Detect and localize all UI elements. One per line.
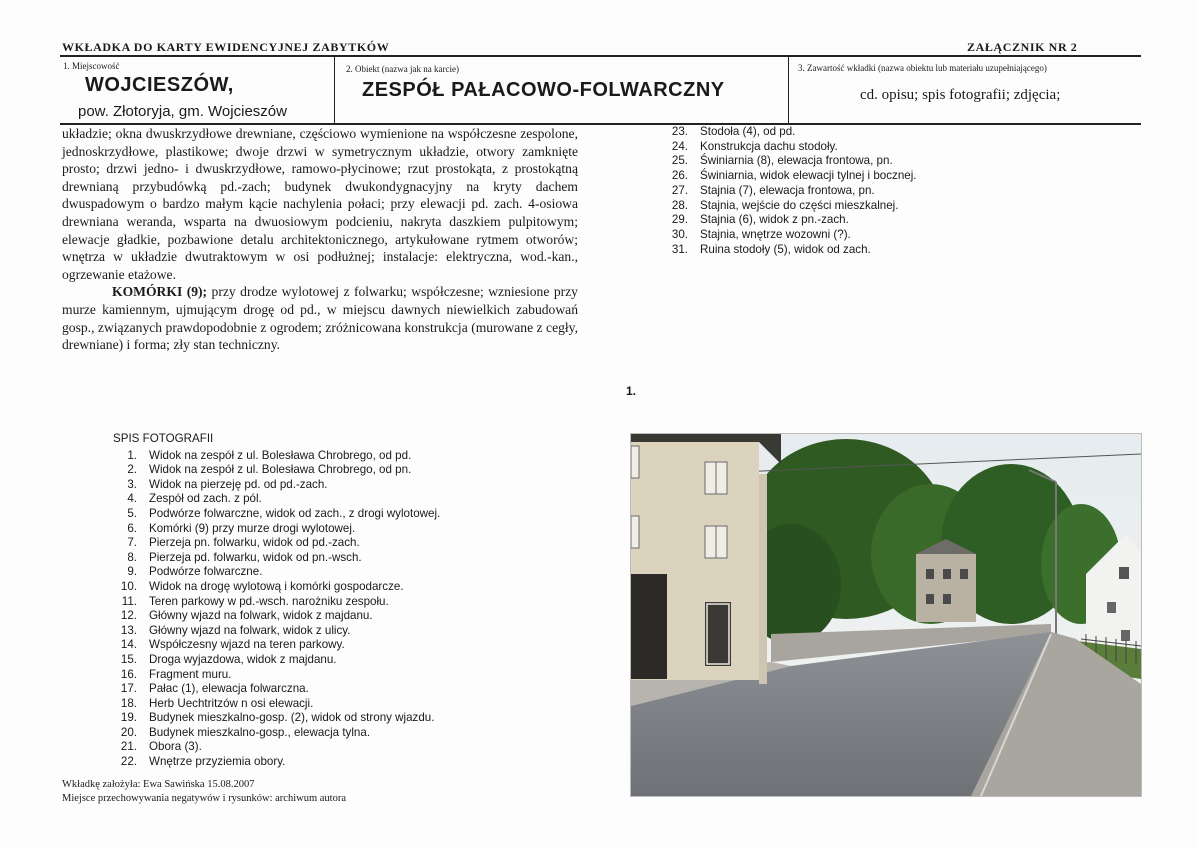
- list-item-text: Współczesny wjazd na teren parkowy.: [149, 638, 345, 652]
- list-item-text: Fragment muru.: [149, 667, 232, 681]
- list-item-text: Herb Uechtritzów n osi elewacji.: [149, 696, 314, 710]
- list-item: [113, 682, 440, 697]
- description-para-1: układzie; okna dwuskrzydłowe drewniane, częściowo wymienione na współczesne zespolone, jednoskrzydłowe, plastikowe; dwoje drzwi w symetrycznym układzie, otwory zamknięte prosto; drzwi jedno- i dwuskrzydłowe, ramowo-płycinowe; rzut prostokąta, z prostokątną drewnianą przybudówką pd.-zach; budynek dwukondygnacyjny na kryty dachem dwuspadowym o bardzo małym kącie nachylenia połaci; przy elewacji pd. zach. 4-osiowa drewniana weranda, wsparta na dwuosiowym podcieniu, nakryta daszkiem pulpitowym; elewacje gładkie, pozbawione detalu architektonicznego, artykułowane rytmem otworów; wnętrza w układzie dwutraktowym w osi podłużnej; instalacje: elektryczna, wod.-kan., ogrzewanie etażowe.: [62, 126, 578, 282]
- list-item: [113, 609, 440, 624]
- header-divider-1: [334, 56, 335, 123]
- list-item: [113, 624, 440, 639]
- list-item: [113, 492, 440, 507]
- description-para-2: [62, 283, 578, 353]
- list-item-number: 14.: [120, 638, 137, 652]
- list-item: [664, 154, 917, 169]
- list-item-number: 1.: [127, 448, 137, 462]
- list-item-number: 30.: [671, 227, 688, 241]
- list-item: [113, 638, 440, 653]
- author-note: Wkładkę założyła: Ewa Sawińska 15.08.2007: [62, 779, 255, 790]
- list-item-number: 19.: [120, 711, 137, 725]
- list-item: [113, 668, 440, 683]
- document-title: WKŁADKA DO KARTY EWIDENCYJNEJ ZABYTKÓW: [62, 40, 390, 54]
- content-label: 3. Zawartość wkładki (nazwa obiektu lub materiału uzupełniającego): [798, 63, 1047, 73]
- list-item: [664, 199, 917, 214]
- list-item: [113, 507, 440, 522]
- list-item-text: Konstrukcja dachu stodoły.: [700, 139, 838, 153]
- list-item-number: 21.: [120, 740, 137, 754]
- list-item: [664, 228, 917, 243]
- list-item-text: Stajnia (6), widok z pn.-zach.: [700, 213, 849, 227]
- list-item-number: 16.: [120, 667, 137, 681]
- list-item-text: Widok na zespół z ul. Bolesława Chrobrego, od pn.: [149, 463, 412, 477]
- list-item-number: 13.: [120, 623, 137, 637]
- list-item-text: Wnętrze przyziemia obory.: [149, 755, 286, 769]
- list-item-text: Świniarnia, widok elewacji tylnej i bocznej.: [700, 169, 917, 183]
- list-item-text: Główny wjazd na folwark, widok z majdanu.: [149, 609, 373, 623]
- list-item: [113, 522, 440, 537]
- list-item: [664, 169, 917, 184]
- list-item-number: 9.: [127, 565, 137, 579]
- list-item-number: 4.: [127, 492, 137, 506]
- list-item-number: 22.: [120, 755, 137, 769]
- place-label: 1. Miejscowość: [63, 61, 120, 71]
- description-text: [62, 125, 578, 354]
- list-item-text: Widok na zespół z ul. Bolesława Chrobrego, od pd.: [149, 448, 412, 462]
- list-item: [113, 536, 440, 551]
- header-divider-2: [788, 56, 789, 123]
- description-para-2-heading: KOMÓRKI (9);: [112, 284, 208, 300]
- list-item-number: 25.: [671, 154, 688, 168]
- list-item-number: 28.: [671, 198, 688, 212]
- list-item: [664, 125, 917, 140]
- list-item: [113, 551, 440, 566]
- list-item-number: 23.: [671, 125, 688, 138]
- list-item-text: Pierzeja pd. folwarku, widok od pn.-wsch.: [149, 550, 362, 564]
- list-item-text: Stajnia, wejście do części mieszkalnej.: [700, 198, 899, 212]
- list-item-number: 24.: [671, 139, 688, 153]
- list-item-text: Świniarnia (8), elewacja frontowa, pn.: [700, 154, 893, 168]
- list-item-number: 2.: [127, 463, 137, 477]
- list-item-text: Podwórze folwarczne.: [149, 565, 263, 579]
- street-photo-drawing: [631, 434, 1141, 796]
- list-item-number: 6.: [127, 521, 137, 535]
- list-item: [113, 463, 440, 478]
- list-item-text: Podwórze folwarczne, widok od zach., z drogi wylotowej.: [149, 506, 441, 520]
- list-item: [113, 711, 440, 726]
- list-item-text: Widok na drogę wylotową i komórki gospodarcze.: [149, 579, 404, 593]
- list-item: [664, 140, 917, 155]
- list-item-text: Stajnia, wnętrze wozowni (?).: [700, 227, 851, 241]
- list-item-number: 17.: [120, 682, 137, 696]
- list-item-number: 18.: [120, 696, 137, 710]
- list-item-number: 8.: [127, 550, 137, 564]
- street-photo: [630, 433, 1142, 797]
- list-item-text: Pierzeja pn. folwarku, widok od pd.-zach.: [149, 536, 360, 550]
- list-item-text: Stodoła (4), od pd.: [700, 125, 796, 138]
- header-top-rule: [60, 55, 1141, 57]
- list-item: [113, 580, 440, 595]
- photo-index: [113, 432, 440, 770]
- list-item-number: 31.: [671, 242, 688, 256]
- list-item-text: Obora (3).: [149, 740, 202, 754]
- list-item-text: Teren parkowy w pd.-wsch. narożniku zespołu.: [149, 594, 389, 608]
- list-item-text: Droga wyjazdowa, widok z majdanu.: [149, 652, 337, 666]
- list-item: [664, 184, 917, 199]
- list-item-text: Budynek mieszkalno-gosp. (2), widok od strony wjazdu.: [149, 711, 435, 725]
- photo-index-title: SPIS FOTOGRAFII: [113, 432, 214, 445]
- list-item: [113, 653, 440, 668]
- list-item-number: 29.: [671, 213, 688, 227]
- list-item-number: 26.: [671, 169, 688, 183]
- list-item-text: Pałac (1), elewacja folwarczna.: [149, 682, 309, 696]
- place-sub: pow. Złotoryja, gm. Wojcieszów: [78, 103, 287, 120]
- list-item-text: Budynek mieszkalno-gosp., elewacja tylna.: [149, 725, 371, 739]
- list-item-number: 3.: [127, 477, 137, 491]
- photo-index-list: [113, 449, 440, 770]
- list-item: [113, 697, 440, 712]
- list-item: [664, 213, 917, 228]
- list-item-text: Zespół od zach. z pól.: [149, 492, 262, 506]
- annex-label: ZAŁĄCZNIK NR 2: [967, 40, 1078, 54]
- list-item-number: 12.: [120, 609, 137, 623]
- photo-list-continued: [664, 125, 917, 257]
- list-item: [113, 565, 440, 580]
- content-value: cd. opisu; spis fotografii; zdjęcia;: [860, 87, 1061, 103]
- list-item-number: 5.: [127, 506, 137, 520]
- list-item-number: 11.: [121, 594, 137, 608]
- list-item: [113, 726, 440, 741]
- storage-note: Miejsce przechowywania negatywów i rysunków: archiwum autora: [62, 793, 346, 804]
- list-item: [113, 595, 440, 610]
- list-item-number: 15.: [120, 652, 137, 666]
- list-item-number: 7.: [127, 536, 137, 550]
- list-item: [664, 243, 917, 258]
- object-label: 2. Obiekt (nazwa jak na karcie): [346, 64, 459, 74]
- list-item-text: Komórki (9) przy murze drogi wylotowej.: [149, 521, 356, 535]
- place-value: WOJCIESZÓW,: [85, 74, 234, 96]
- list-item: [113, 449, 440, 464]
- list-item-text: Stajnia (7), elewacja frontowa, pn.: [700, 183, 875, 197]
- photo-number: 1.: [626, 384, 637, 398]
- list-item-text: Ruina stodoły (5), widok od zach.: [700, 242, 871, 256]
- object-value: ZESPÓŁ PAŁACOWO-FOLWARCZNY: [362, 79, 725, 101]
- list-item-text: Główny wjazd na folwark, widok z ulicy.: [149, 623, 351, 637]
- list-item-text: Widok na pierzeję pd. od pd.-zach.: [149, 477, 328, 491]
- list-item-number: 27.: [671, 183, 688, 197]
- list-item: [113, 740, 440, 755]
- list-item-number: 20.: [120, 725, 137, 739]
- list-item: [113, 755, 440, 770]
- list-item-number: 10.: [120, 579, 137, 593]
- description-para-2-body: przy drodze wylotowej z folwarku; współczesne; wzniesione przy murze kamiennym, ujmującym drogę od pd., w miejscu dawnych niewielkich zabudowań gosp., związanych prawdopodobnie z ogrodem; zróżnicowana konstrukcja (murowane z cegły, drewniane) i forma; zły stan techniczny.: [62, 284, 578, 353]
- list-item: [113, 478, 440, 493]
